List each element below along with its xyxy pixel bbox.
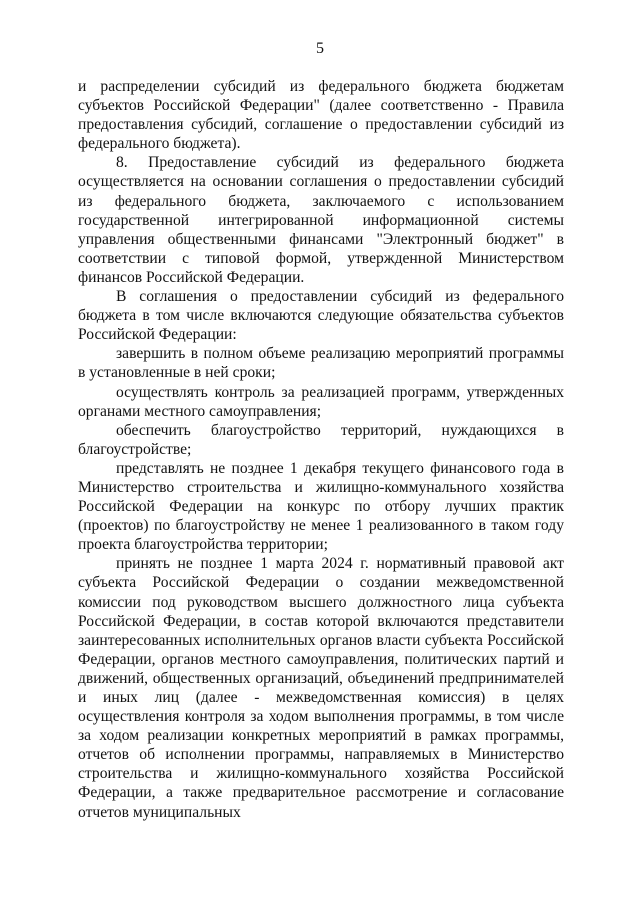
paragraph-obligation-control: осуществлять контроль за реализацией программ, утвержденных органами местного самоуправления; — [78, 383, 564, 420]
paragraph-obligation-contest: представлять не позднее 1 декабря текущего финансового года в Министерство строительства и жилищно-коммунального хозяйства Российской Федерации на конкурс по отбору лучших практик (проектов) по благоустройству не менее 1 реализованного в таком году проекта благоустройства территории; — [78, 459, 564, 554]
page-number: 5 — [316, 40, 324, 57]
paragraph-continuation: и распределении субсидий из федерального бюджета бюджетам субъектов Российской Федерации" (далее соответственно - Правила предоставления субсидий, соглашение о предоставлении субсидий из федерального бюджета). — [78, 78, 564, 153]
paragraph-obligation-complete: завершить в полном объеме реализацию мероприятий программы в установленные в ней сроки; — [78, 345, 564, 382]
document-body — [78, 77, 564, 822]
paragraph-item-8: 8. Предоставление субсидий из федерального бюджета осуществляется на основании соглашения о предоставлении субсидий из федерального бюджета, заключаемого с использованием государственной интегрированной информационной системы управления общественными финансами "Электронный бюджет" в соответствии с типовой формой, утвержденной Министерством финансов Российской Федерации. — [78, 154, 564, 286]
paragraph-obligation-commission: принять не позднее 1 марта 2024 г. нормативный правовой акт субъекта Российской Федерации о создании межведомственной комиссии под руководством высшего должностного лица субъекта Российской Федерации, в состав которой включаются представители заинтересованных исполнительных органов власти субъекта Российской Федерации, органов местного самоуправления, политических партий и движений, общественных организаций, объединений предпринимателей и иных лиц (далее - межведомственная комиссия) в целях осуществления контроля за ходом выполнения программы, в том числе за ходом реализации конкретных мероприятий в рамках программы, отчетов об исполнении программы, направляемых в Министерство строительства и жилищно-коммунального хозяйства Российской Федерации, а также предварительное рассмотрение и согласование отчетов муниципальных — [78, 555, 564, 821]
paragraph-obligations-intro: В соглашения о предоставлении субсидий из федерального бюджета в том числе включаются следующие обязательства субъектов Российской Федерации: — [78, 288, 564, 344]
paragraph-obligation-landscaping: обеспечить благоустройство территорий, нуждающихся в благоустройстве; — [78, 421, 564, 458]
